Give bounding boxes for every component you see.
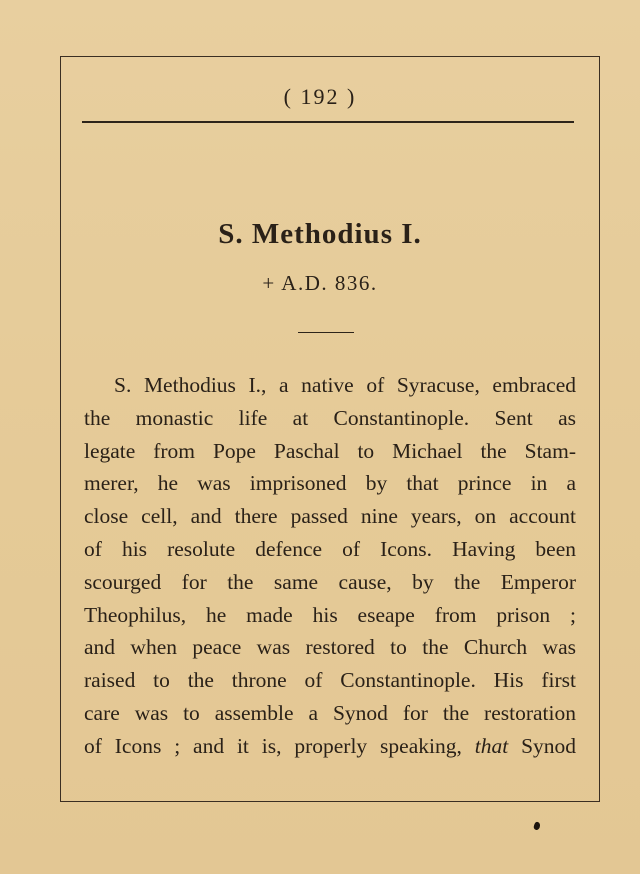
- title-divider: [298, 332, 354, 333]
- italic-word: that: [474, 733, 509, 758]
- page-number: ( 192 ): [283, 84, 357, 109]
- text-line: the monastic life at Constantinople. Sent as: [84, 405, 576, 430]
- chapter-date: + A.D. 836.: [262, 271, 378, 295]
- text-line: close cell, and there passed nine years, on account: [84, 504, 576, 529]
- text-line: S. Methodius I., a native of Syracuse, embraced: [114, 373, 576, 397]
- header-rule: [82, 121, 574, 123]
- text-segment: Synod: [521, 733, 577, 758]
- text-line-last: [84, 730, 576, 763]
- ink-speck: [533, 821, 541, 831]
- text-segment: of Icons ; and it is, properly speaking,: [84, 733, 462, 758]
- text-line: merer, he was imprisoned by that prince in a: [84, 471, 576, 496]
- text-line: of his resolute defence of Icons. Having been: [84, 536, 576, 561]
- text-line: and when peace was restored to the Church was: [84, 635, 576, 660]
- text-line: legate from Pope Paschal to Michael the Stam-: [84, 438, 576, 463]
- chapter-title: S. Methodius I.: [218, 218, 422, 250]
- text-line: raised to the throne of Constantinople. His first: [84, 668, 576, 693]
- body-paragraph: [84, 369, 576, 763]
- text-line: care was to assemble a Synod for the restoration: [84, 700, 576, 725]
- text-line: Theophilus, he made his eseape from prison ;: [84, 602, 576, 627]
- text-line: scourged for the same cause, by the Emperor: [84, 569, 576, 594]
